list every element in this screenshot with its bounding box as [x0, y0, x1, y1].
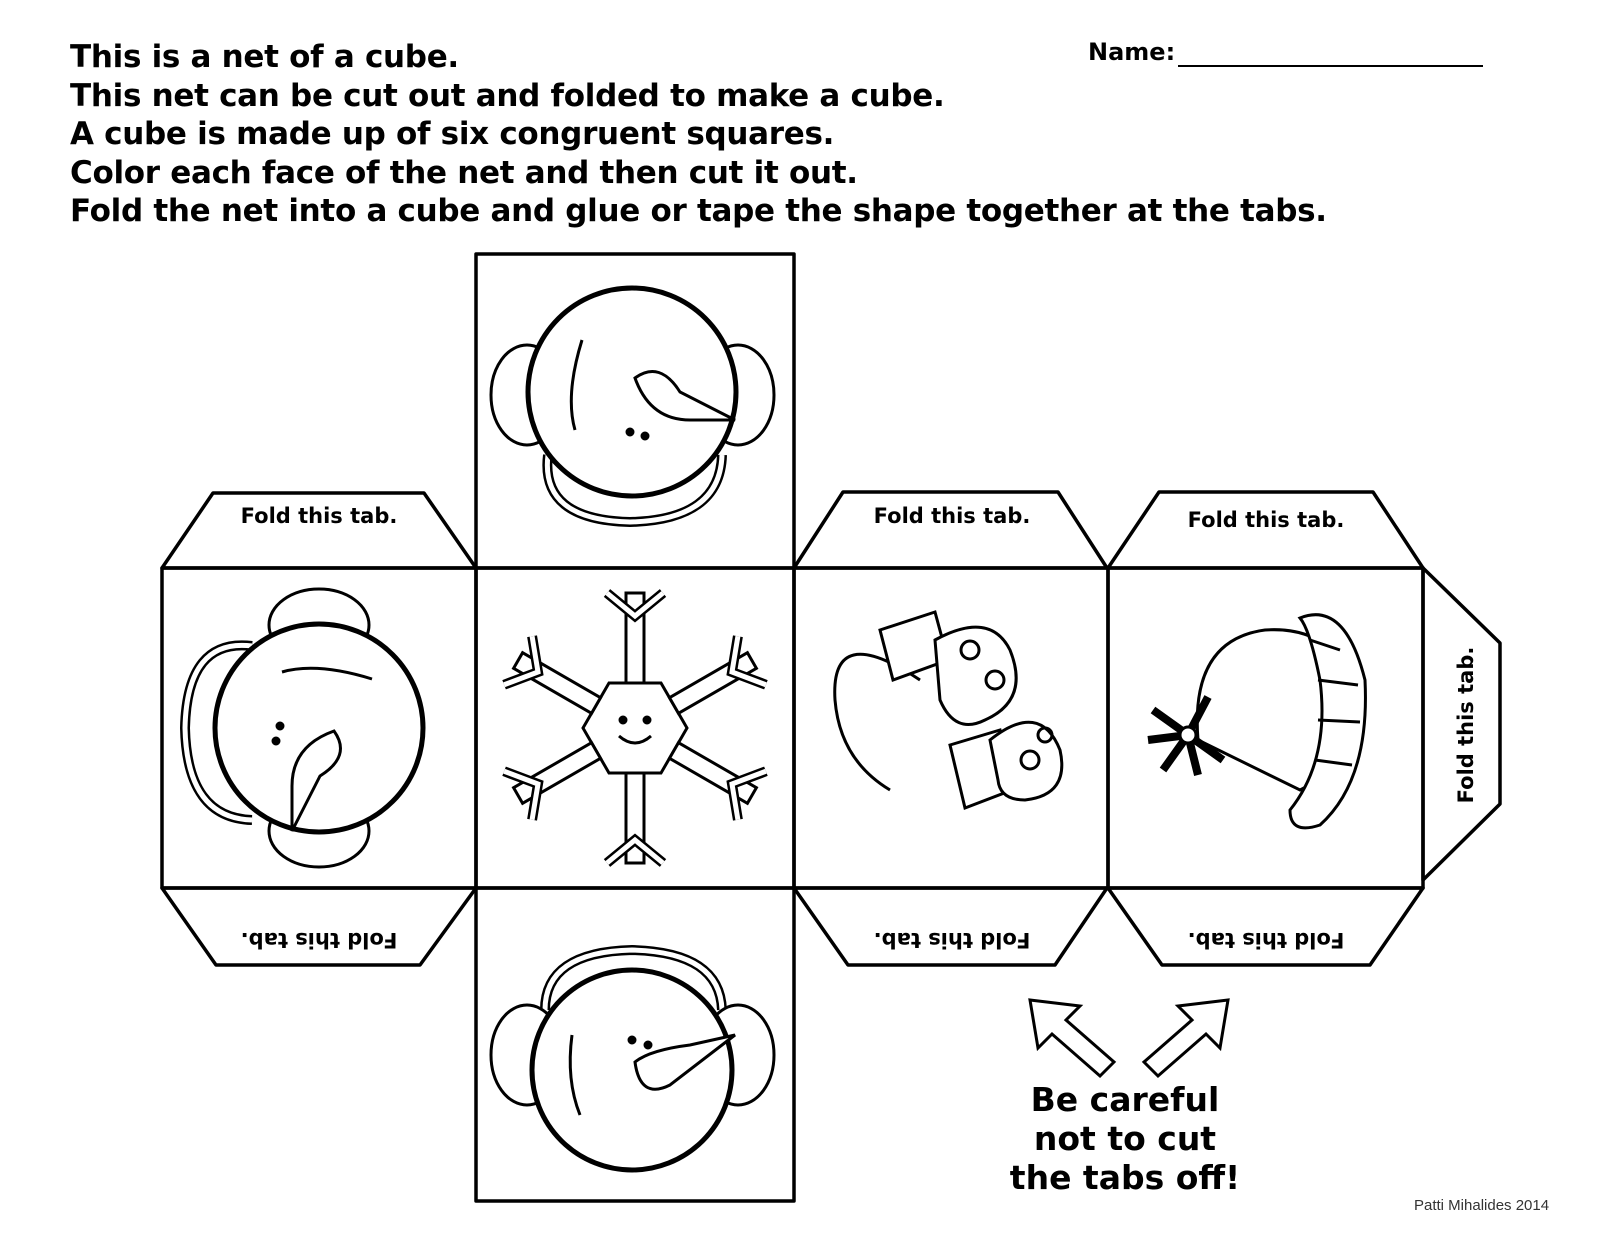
tab-label: Fold this tab. [873, 504, 1031, 528]
snowman-icon [491, 288, 774, 522]
tab-label: Fold this tab. [240, 928, 398, 952]
instruction-line: A cube is made up of six congruent squares. [70, 116, 835, 152]
tab-bottom-middle-right[interactable] [794, 888, 1107, 965]
credit-text: Patti Mihalides 2014 [1414, 1197, 1550, 1214]
tab-label: Fold this tab. [240, 504, 398, 528]
tab-label: Fold this tab. [1187, 928, 1345, 952]
snowflake-icon [504, 593, 766, 863]
tab-bottom-right[interactable] [1108, 888, 1423, 965]
tab-label: Fold this tab. [1187, 508, 1345, 532]
instruction-line: Fold the net into a cube and glue or tape the shape together at the tabs. [70, 193, 1327, 229]
warning-line: the tabs off! [1009, 1158, 1241, 1197]
instruction-line: This is a net of a cube. [70, 39, 459, 75]
instruction-line: This net can be cut out and folded to make a cube. [70, 77, 945, 114]
warning-text [985, 1080, 1265, 1197]
winter-hat-icon [1148, 615, 1365, 828]
snowman-icon [491, 950, 774, 1170]
tab-bottom-left[interactable] [162, 888, 476, 965]
warning-line: Be careful [1030, 1080, 1220, 1119]
snowman-icon [185, 589, 423, 867]
mittens-icon [835, 612, 1062, 808]
arrow-icon [1030, 1000, 1228, 1076]
instruction-line: Color each face of the net and then cut it out. [70, 154, 858, 191]
warning-line: not to cut [1033, 1119, 1217, 1158]
tab-label: Fold this tab. [1454, 646, 1478, 804]
name-label: Name: [1088, 38, 1176, 66]
tab-label: Fold this tab. [873, 928, 1031, 952]
